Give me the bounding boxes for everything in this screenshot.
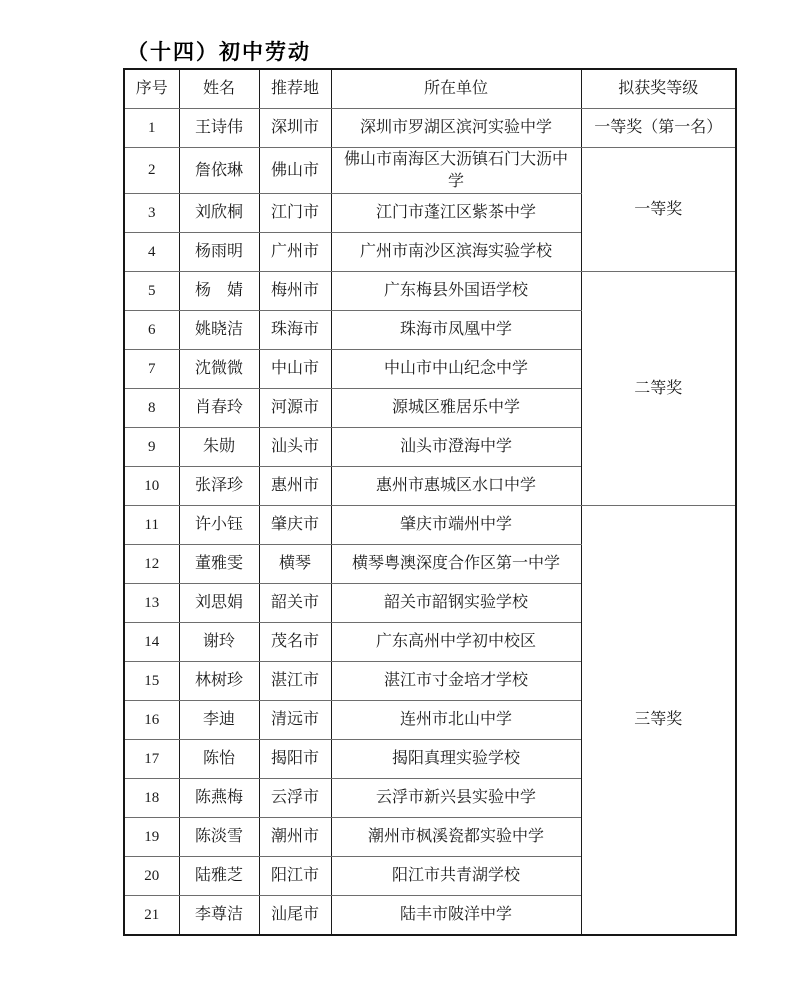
row-number-cell: 19: [124, 818, 179, 857]
place-cell: 云浮市: [259, 779, 331, 818]
name-cell: 李迪: [179, 701, 259, 740]
place-cell: 广州市: [259, 233, 331, 272]
unit-cell: 潮州市枫溪瓷都实验中学: [331, 818, 581, 857]
place-cell: 肇庆市: [259, 506, 331, 545]
name-cell: 刘思娟: [179, 584, 259, 623]
unit-cell: 韶关市韶钢实验学校: [331, 584, 581, 623]
header-award: 拟获奖等级: [581, 69, 736, 109]
place-cell: 珠海市: [259, 311, 331, 350]
name-cell: 朱勋: [179, 428, 259, 467]
place-cell: 佛山市: [259, 148, 331, 194]
place-cell: 阳江市: [259, 857, 331, 896]
row-number-cell: 9: [124, 428, 179, 467]
header-no: 序号: [124, 69, 179, 109]
name-cell: 沈微微: [179, 350, 259, 389]
place-cell: 横琴: [259, 545, 331, 584]
name-cell: 杨雨明: [179, 233, 259, 272]
award-level-cell: 二等奖: [581, 272, 736, 506]
place-cell: 清远市: [259, 701, 331, 740]
table-row: [124, 109, 736, 148]
row-number-cell: 4: [124, 233, 179, 272]
row-number-cell: 7: [124, 350, 179, 389]
row-number-cell: 1: [124, 109, 179, 148]
unit-cell: 深圳市罗湖区滨河实验中学: [331, 109, 581, 148]
section-title: （十四）初中劳动: [127, 40, 311, 64]
unit-cell: 广州市南沙区滨海实验学校: [331, 233, 581, 272]
row-number-cell: 12: [124, 545, 179, 584]
place-cell: 江门市: [259, 194, 331, 233]
name-cell: 许小钰: [179, 506, 259, 545]
name-cell: 林树珍: [179, 662, 259, 701]
place-cell: 揭阳市: [259, 740, 331, 779]
name-cell: 陈淡雪: [179, 818, 259, 857]
header-name: 姓名: [179, 69, 259, 109]
place-cell: 惠州市: [259, 467, 331, 506]
unit-cell: 江门市蓬江区紫茶中学: [331, 194, 581, 233]
header-unit: 所在单位: [331, 69, 581, 109]
unit-cell: 揭阳真理实验学校: [331, 740, 581, 779]
row-number-cell: 2: [124, 148, 179, 194]
unit-cell: 陆丰市陂洋中学: [331, 896, 581, 936]
row-number-cell: 18: [124, 779, 179, 818]
row-number-cell: 5: [124, 272, 179, 311]
unit-cell: 佛山市南海区大沥镇石门大沥中学: [331, 148, 581, 194]
row-number-cell: 21: [124, 896, 179, 936]
unit-cell: 汕头市澄海中学: [331, 428, 581, 467]
place-cell: 湛江市: [259, 662, 331, 701]
name-cell: 陆雅芝: [179, 857, 259, 896]
row-number-cell: 6: [124, 311, 179, 350]
place-cell: 深圳市: [259, 109, 331, 148]
award-table: [123, 68, 737, 936]
unit-cell: 云浮市新兴县实验中学: [331, 779, 581, 818]
unit-cell: 阳江市共青湖学校: [331, 857, 581, 896]
name-cell: 肖春玲: [179, 389, 259, 428]
table-row: [124, 506, 736, 545]
name-cell: 陈燕梅: [179, 779, 259, 818]
row-number-cell: 20: [124, 857, 179, 896]
award-level-cell: 一等奖（第一名）: [581, 109, 736, 148]
unit-cell: 连州市北山中学: [331, 701, 581, 740]
row-number-cell: 11: [124, 506, 179, 545]
row-number-cell: 13: [124, 584, 179, 623]
unit-cell: 惠州市惠城区水口中学: [331, 467, 581, 506]
place-cell: 梅州市: [259, 272, 331, 311]
row-number-cell: 8: [124, 389, 179, 428]
row-number-cell: 10: [124, 467, 179, 506]
row-number-cell: 14: [124, 623, 179, 662]
name-cell: 陈怡: [179, 740, 259, 779]
place-cell: 汕尾市: [259, 896, 331, 936]
unit-cell: 肇庆市端州中学: [331, 506, 581, 545]
table-row: [124, 272, 736, 311]
name-cell: 姚晓洁: [179, 311, 259, 350]
name-cell: 董雅雯: [179, 545, 259, 584]
place-cell: 茂名市: [259, 623, 331, 662]
place-cell: 中山市: [259, 350, 331, 389]
unit-cell: 横琴粤澳深度合作区第一中学: [331, 545, 581, 584]
row-number-cell: 3: [124, 194, 179, 233]
header-place: 推荐地: [259, 69, 331, 109]
row-number-cell: 16: [124, 701, 179, 740]
name-cell: 刘欣桐: [179, 194, 259, 233]
name-cell: 张泽珍: [179, 467, 259, 506]
header-row: [124, 69, 736, 109]
name-cell: 杨 婧: [179, 272, 259, 311]
unit-cell: 湛江市寸金培才学校: [331, 662, 581, 701]
place-cell: 河源市: [259, 389, 331, 428]
name-cell: 李尊洁: [179, 896, 259, 936]
award-level-cell: 三等奖: [581, 506, 736, 936]
unit-cell: 中山市中山纪念中学: [331, 350, 581, 389]
name-cell: 王诗伟: [179, 109, 259, 148]
award-level-cell: 一等奖: [581, 148, 736, 272]
place-cell: 韶关市: [259, 584, 331, 623]
name-cell: 詹依琳: [179, 148, 259, 194]
unit-cell: 源城区雅居乐中学: [331, 389, 581, 428]
place-cell: 汕头市: [259, 428, 331, 467]
place-cell: 潮州市: [259, 818, 331, 857]
unit-cell: 珠海市凤凰中学: [331, 311, 581, 350]
table-row: [124, 148, 736, 194]
row-number-cell: 15: [124, 662, 179, 701]
unit-cell: 广东梅县外国语学校: [331, 272, 581, 311]
name-cell: 谢玲: [179, 623, 259, 662]
row-number-cell: 17: [124, 740, 179, 779]
unit-cell: 广东高州中学初中校区: [331, 623, 581, 662]
